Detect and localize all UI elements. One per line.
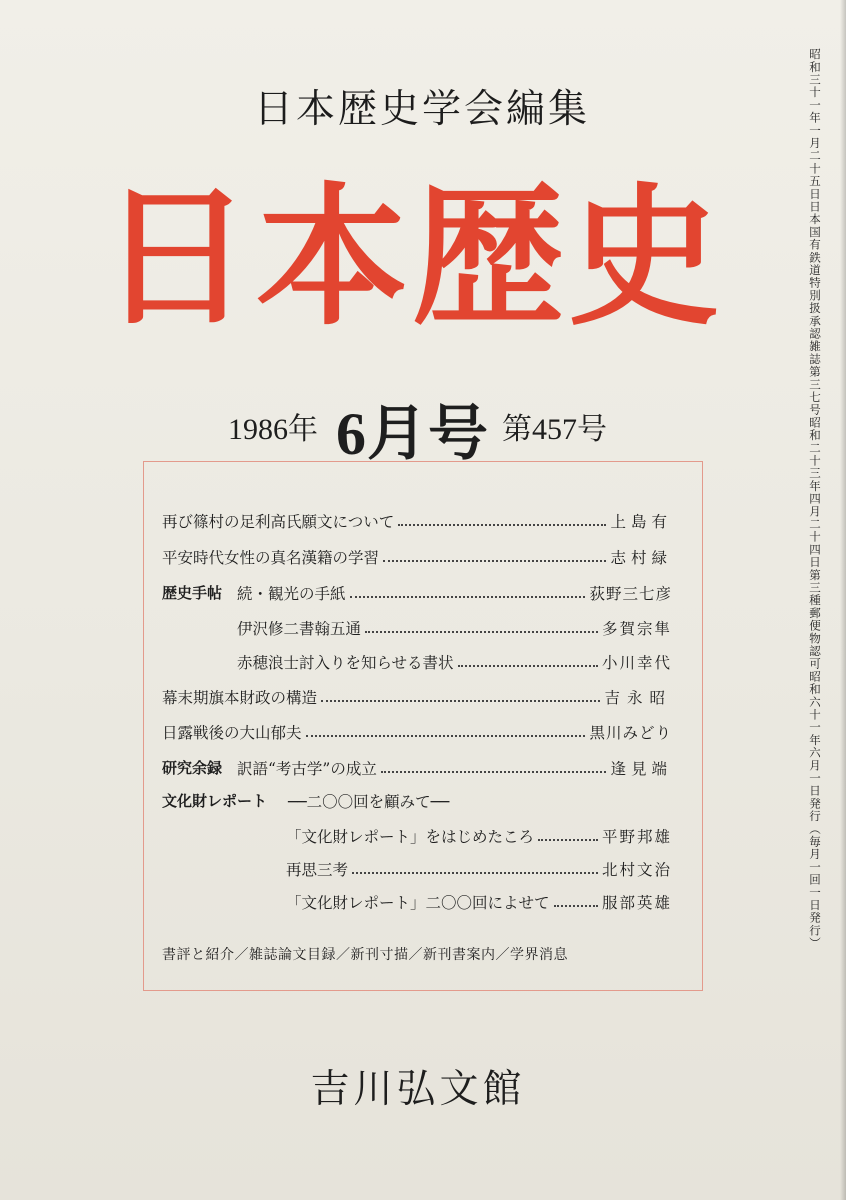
leader-dots bbox=[306, 735, 586, 737]
issue-month: 6月号 bbox=[336, 401, 489, 467]
toc-entry bbox=[162, 546, 672, 568]
toc-entry-title: 訳語“考古学”の成立 bbox=[237, 760, 377, 778]
toc-entry bbox=[286, 891, 672, 913]
leader-dots bbox=[321, 700, 600, 702]
toc-entry bbox=[237, 617, 672, 639]
toc-entry-title: 幕末期旗本財政の構造 bbox=[162, 689, 318, 707]
toc-entry bbox=[286, 858, 672, 880]
toc-entry-title: 再び篠村の足利高氏願文について bbox=[162, 513, 395, 531]
magazine-title: 日本歴史 bbox=[100, 169, 724, 346]
issue-number: 第457号 bbox=[502, 413, 607, 446]
leader-dots bbox=[350, 596, 586, 598]
toc-entry bbox=[286, 825, 672, 847]
toc-entry-author: 荻野三七彦 bbox=[589, 585, 672, 603]
toc-entry-author: 北村文治 bbox=[601, 861, 672, 879]
publisher-name: 吉川弘文館 bbox=[310, 1067, 526, 1112]
toc-entry-author: 服部英雄 bbox=[601, 894, 672, 912]
section-subtitle: ──二〇〇回を顧みて── bbox=[288, 793, 450, 811]
leader-dots bbox=[381, 771, 607, 773]
section-label-kenkyu-yoroku: 研究余録 bbox=[162, 759, 223, 777]
leader-dots bbox=[383, 560, 606, 562]
leader-dots bbox=[352, 872, 598, 874]
leader-dots bbox=[554, 905, 598, 907]
toc-entry-title: 続・観光の手紙 bbox=[237, 585, 346, 603]
section-label-rekishi-techo: 歴史手帖 bbox=[162, 584, 223, 602]
toc-entry-author: 小川幸代 bbox=[601, 654, 672, 672]
registration-line-3: 昭和六十一年六月一日発行（毎月一回一日発行） bbox=[808, 670, 822, 950]
editor-credit: 日本歴史学会編集 bbox=[253, 87, 590, 132]
toc-entry-title: 再思三考 bbox=[286, 861, 349, 879]
toc-entry-title: 平安時代女性の真名漢籍の学習 bbox=[162, 549, 380, 567]
leader-dots bbox=[458, 665, 598, 667]
toc-entry bbox=[237, 651, 672, 673]
toc-entry-author: 平野邦雄 bbox=[601, 828, 672, 846]
toc-entry-title: 「文化財レポート」二〇〇回によせて bbox=[286, 894, 550, 912]
toc-entry bbox=[162, 510, 672, 532]
leader-dots bbox=[398, 524, 606, 526]
misc-contents: 書評と紹介／雑誌論文目録／新刊寸描／新刊書案内／学界消息 bbox=[162, 947, 568, 963]
toc-entry-title: 日露戦後の大山郁夫 bbox=[162, 724, 302, 742]
toc-entry-author: 志村緑 bbox=[610, 549, 672, 567]
toc-entry bbox=[162, 721, 672, 743]
page-edge-shadow bbox=[840, 0, 846, 1200]
toc-entry bbox=[162, 686, 672, 708]
leader-dots bbox=[365, 631, 598, 633]
registration-line-2: 昭和二十三年四月二十四日第三種郵便物認可 bbox=[808, 416, 822, 671]
issue-line bbox=[228, 392, 628, 472]
toc-entry-author: 逢見端 bbox=[610, 760, 672, 778]
registration-line-1: 昭和三十一年一月二十五日日本国有鉄道特別扱承認雑誌第三七号 bbox=[808, 48, 822, 417]
toc-entry bbox=[237, 582, 672, 604]
toc-entry-author: 上島有 bbox=[610, 513, 672, 531]
toc-entry-title: 赤穂浪士討入りを知らせる書状 bbox=[237, 654, 454, 672]
toc-entry-author: 吉永昭 bbox=[604, 689, 672, 707]
section-label-bunkazai-report: 文化財レポート bbox=[162, 792, 268, 810]
postal-registration-note bbox=[805, 48, 825, 1198]
leader-dots bbox=[538, 839, 598, 841]
toc-entry-title: 「文化財レポート」をはじめたころ bbox=[286, 828, 535, 846]
toc-entry-title: 伊沢修二書翰五通 bbox=[237, 620, 362, 638]
toc-entry-author: 黒川みどり bbox=[589, 724, 672, 742]
toc-entry-author: 多賀宗隼 bbox=[601, 620, 672, 638]
toc-entry bbox=[237, 757, 672, 779]
issue-year: 1986年 bbox=[228, 413, 318, 446]
